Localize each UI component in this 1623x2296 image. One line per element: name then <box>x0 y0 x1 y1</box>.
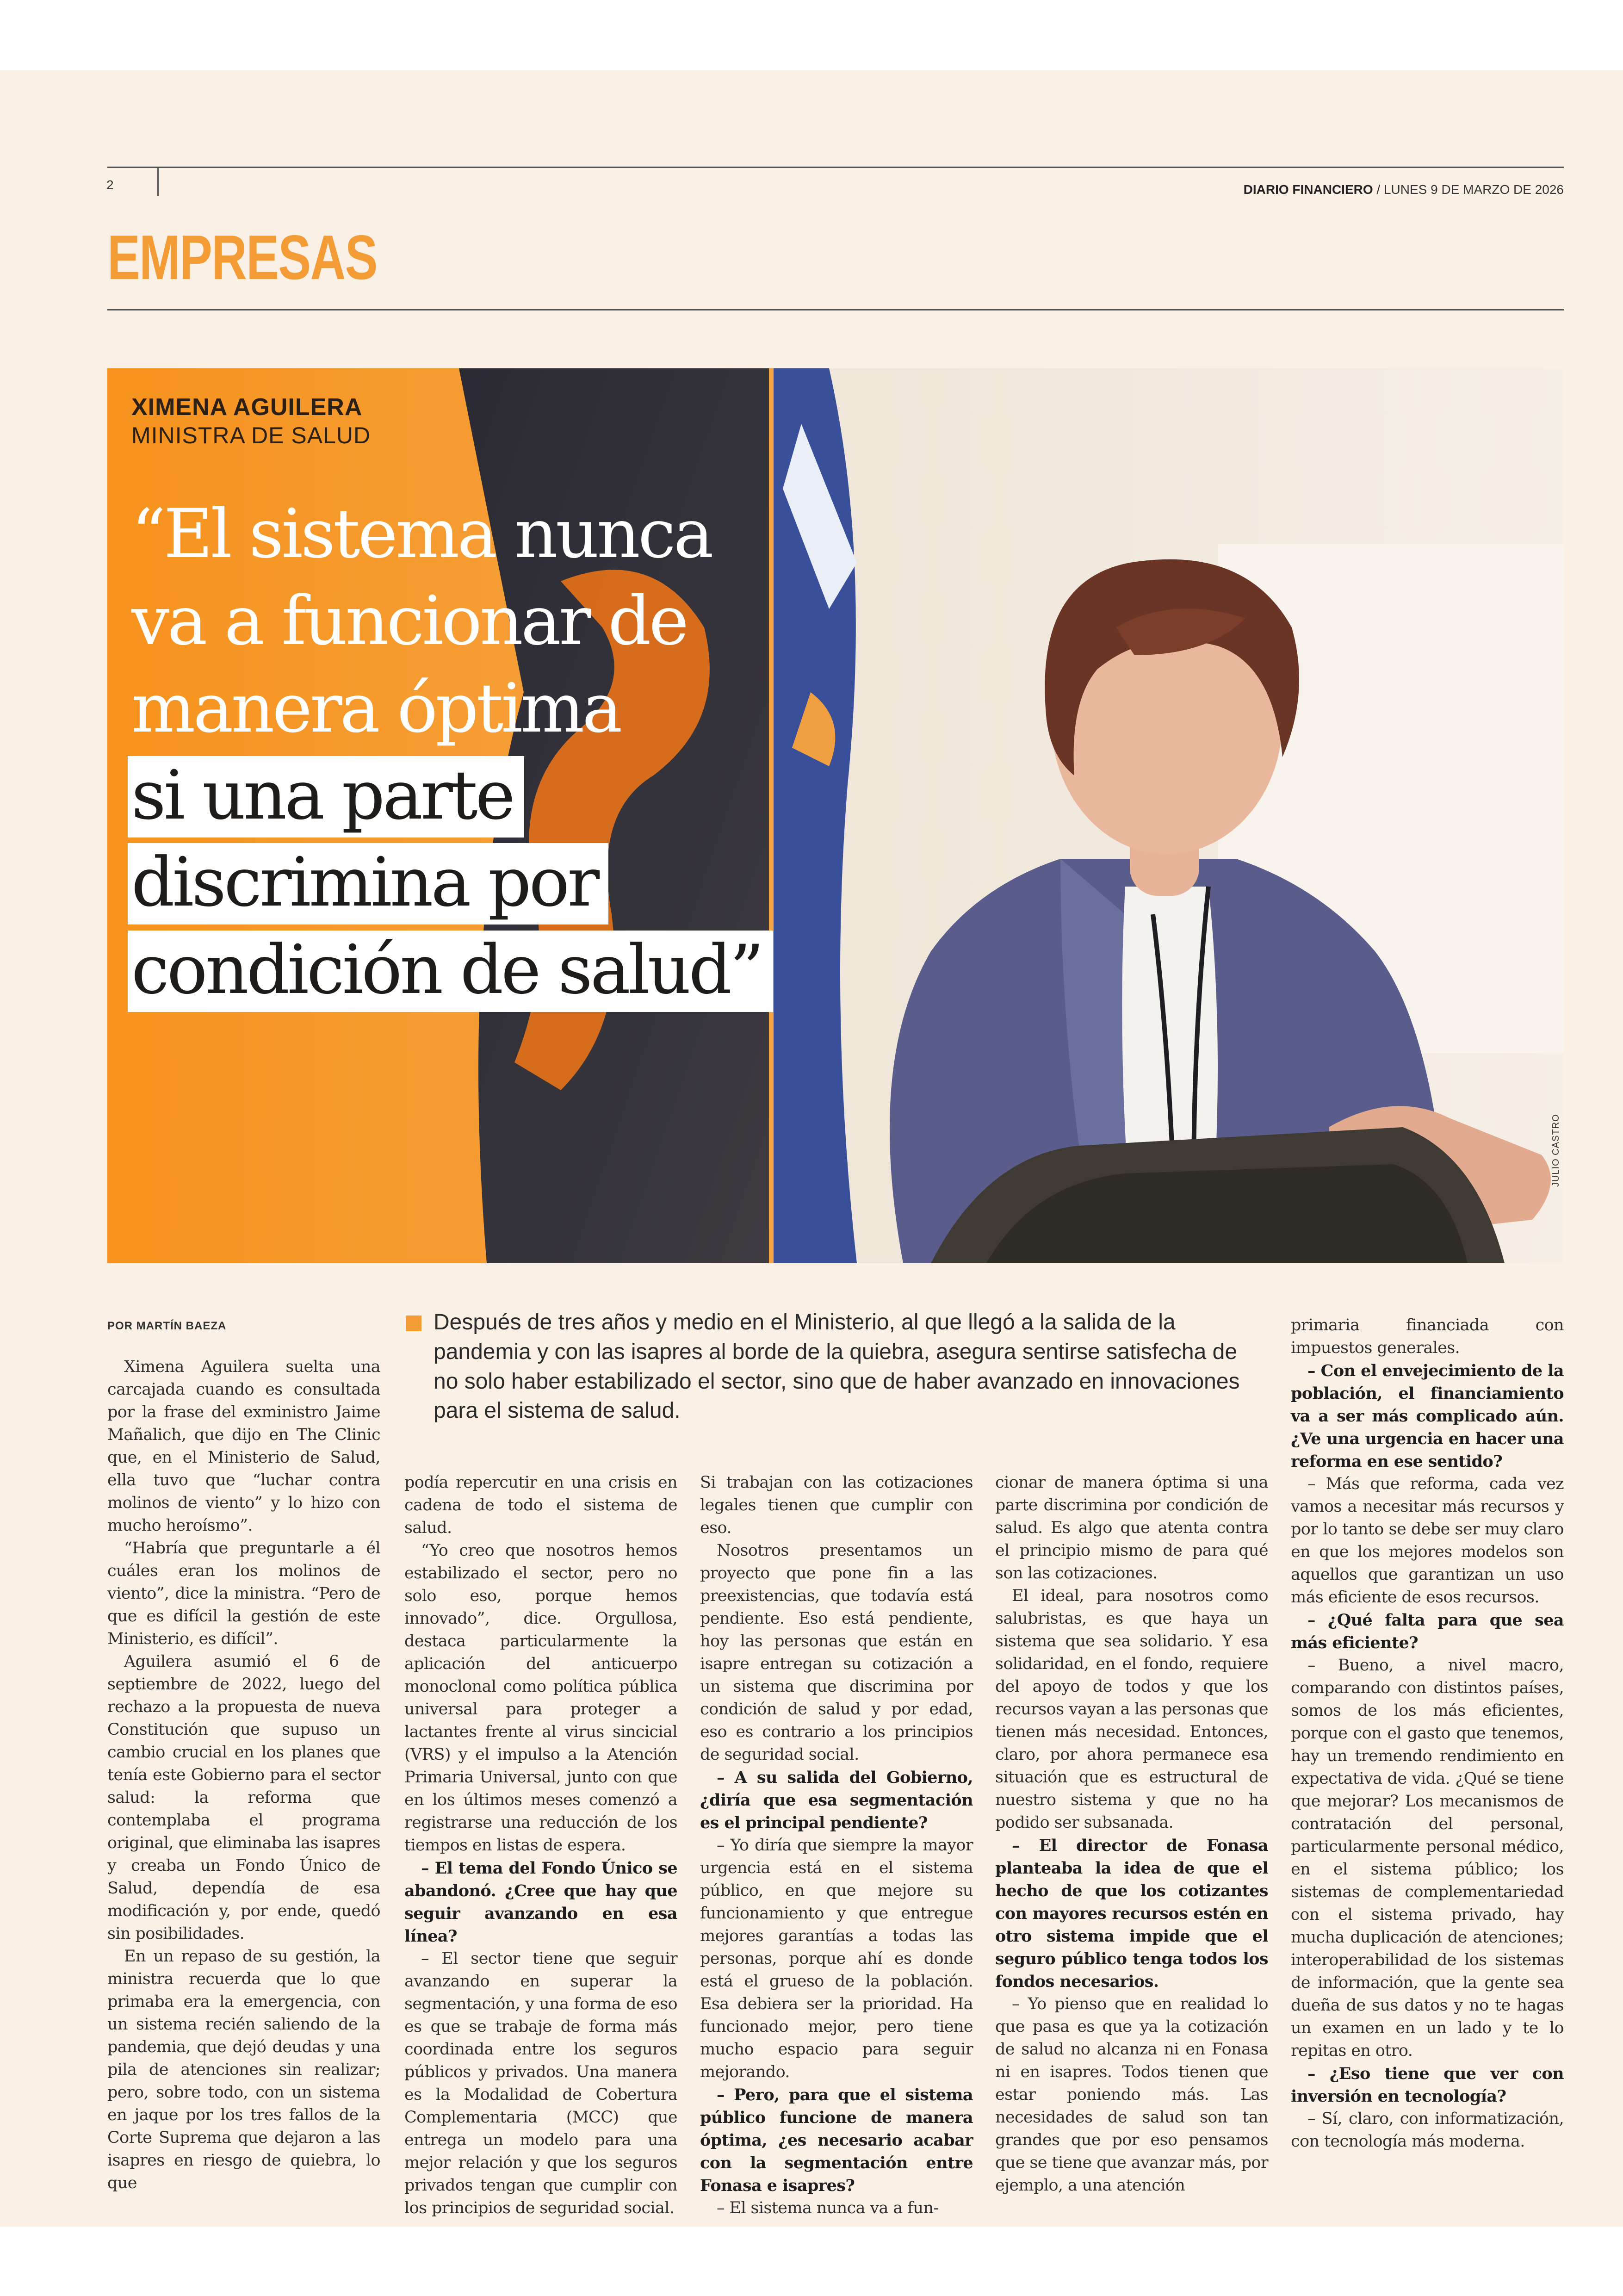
lead-paragraph <box>406 1308 1248 1426</box>
headline-part-1: “El sistema nunca va a funcionar de manera óptima <box>131 495 712 748</box>
photo-credit: JULIO CASTRO <box>1551 1114 1561 1187</box>
article-paragraph: – Yo diría que siempre la mayor urgencia está en el sistema público, en que mejore su funcionamiento y que entregue mejores garantías a todas las personas, porque ahí es donde está el grueso de la población. Esa debiera ser la prioridad. Ha funcionado mejor, pero tiene mucho espacio para seguir mejorando. <box>700 1836 973 2081</box>
article-paragraph: “Yo creo que nosotros hemos estabilizado el sector, pero no solo eso, porque hemos innovado”, dice. Orgullosa, destaca particularmente la aplicación del anticuerpo monoclonal como política pública universal para proteger a lactantes frente al virus sincicial (VRS) y el impulso a la Atención Primaria Universal, junto con que en los últimos meses comenzó a registrarse una reducción de los tiempos en listas de espera. <box>404 1541 677 1855</box>
lead-text: Después de tres años y medio en el Ministerio, al que llegó a la salida de la pandemia y con las isapres al borde de la quiebra, asegura sentirse satisfecha de no solo haber estabilizado el sector, sino que de haber avanzado en innovaciones para el sistema de salud. <box>434 1310 1240 1423</box>
article-paragraph: – Más que reforma, cada vez vamos a necesitar más recursos y por lo tanto se debe ser muy claro en que los mejores modelos son aquellos que garantizan un uso más eficiente de esos recursos. <box>1291 1475 1564 1607</box>
article-paragraph: Ximena Aguilera suelta una carcajada cuando es consultada por la frase del exministro Jaime Mañalich, que dijo en The Clinic que, en el Ministerio de Salud, ella tuvo que “luchar contra molinos de viento” y lo hizo con mucho heroísmo”. <box>107 1358 380 1535</box>
interview-question: – A su salida del Gobierno, ¿diría que esa segmentación es el principal pendiente? <box>700 1768 973 1832</box>
interview-question: – El director de Fonasa planteaba la idea de que el hecho de que los cotizantes con mayores recursos estén en otro sistema impide que el seguro público tenga todos los fondos necesarios. <box>995 1836 1268 1991</box>
interviewee-name: XIMENA AGUILERA <box>131 394 363 421</box>
article-paragraph: El ideal, para nosotros como salubristas, es que haya un sistema que sea solidario. Y esa solidaridad, en el fondo, requiere del apoyo de todos y que los recursos vayan a las personas que tienen más necesidad. Entonces, claro, por ahora permanece esa situación que es estructural de nuestro sistema y que no ha podido ser subsanada. <box>995 1587 1268 1832</box>
article-column-4 <box>995 1471 1268 2197</box>
article-paragraph: podía repercutir en una crisis en cadena de todo el sistema de salud. <box>404 1473 677 1537</box>
interview-question: – El tema del Fondo Único se abandonó. ¿Cree que hay que seguir avanzando en esa línea? <box>404 1859 677 1946</box>
byline: POR MARTÍN BAEZA <box>107 1320 227 1332</box>
article-column-3 <box>700 1471 973 2220</box>
article-paragraph: Nosotros presentamos un proyecto que pone fin a las preexistencias, que todavía está pendiente. Eso está pendiente, hoy las personas que están en isapre entregan su cotización a un sistema que discrimina por condición de salud y por edad, eso es contrario a los principios de seguridad social. <box>700 1541 973 1764</box>
article-paragraph: – Sí, claro, con informatización, con tecnología más moderna. <box>1291 2110 1564 2151</box>
masthead <box>1244 182 1564 197</box>
headline-part-2-highlight: si una parte discrimina por condición de salud” <box>128 756 773 1012</box>
article-paragraph: – Bueno, a nivel macro, comparando con distintos países, somos de los más eficientes, porque con el gasto que tenemos, hay un tremendo rendimiento en expectativa de vida. ¿Qué se tiene que mejorar? Los mecanismos de contratación del personal, particularmente personal médico, en el sistema público; los sistemas de complementariedad con el sistema privado, hay mucha duplicación de atenciones; interoperabilidad de los sistemas de información, que la gente sea dueña de sus datos y no te hagas un examen en un lado y te lo repitas en otro. <box>1291 1656 1564 2060</box>
article-column-5 <box>1291 1314 1564 2153</box>
headline <box>131 490 779 1013</box>
article-paragraph: primaria financiada con impuestos generales. <box>1291 1316 1564 1357</box>
article-column-2 <box>404 1471 677 2220</box>
issue-date: / LUNES 9 DE MARZO DE 2026 <box>1376 182 1564 197</box>
interviewee-role: MINISTRA DE SALUD <box>131 422 371 448</box>
article-column-1 <box>107 1356 380 2195</box>
page-number-divider <box>157 168 159 196</box>
article-paragraph: – Yo pienso que en realidad lo que pasa es que ya la cotización de salud no alcanza ni en Fonasa ni en isapres. Todos tienen que estar poniendo más. Las necesidades de salud son tan grandes que por eso pensamos que se tiene que avanzar más, por ejemplo, a una atención <box>995 1995 1268 2195</box>
article-paragraph: cionar de manera óptima si una parte discrimina por condición de salud. Es algo que atenta contra el principio mismo de para qué son las cotizaciones. <box>995 1473 1268 1582</box>
section-title: EMPRESAS <box>107 222 377 292</box>
article-paragraph: Aguilera asumió el 6 de septiembre de 2022, luego del rechazo a la propuesta de nueva Constitución que supuso un cambio crucial en los planes que tenía este Gobierno para el sector salud: la reforma que contemplaba el programa original, que eliminaba las isapres y creaba un Fondo Único de Salud, dependía de esa modificación y, por ende, quedó sin posibilidades. <box>107 1652 380 1943</box>
header-rule <box>107 167 1564 168</box>
interview-question: – Pero, para que el sistema público funcione de manera óptima, ¿es necesario acabar con la segmentación entre Fonasa e isapres? <box>700 2085 973 2195</box>
publication-name: DIARIO FINANCIERO <box>1243 182 1373 197</box>
article-paragraph: En un repaso de su gestión, la ministra recuerda que lo que primaba era la emergencia, con un sistema recién saliendo de la pandemia, que dejó deudas y una pila de atenciones sin realizar; pero, sobre todo, con un sistema en jaque por los tres fallos de la Corte Suprema que dejaron a las isapres en riesgo de quiebra, lo que <box>107 1947 380 2192</box>
interview-question: – ¿Eso tiene que ver con inversión en tecnología? <box>1291 2064 1564 2106</box>
article-paragraph: – El sistema nunca va a fun- <box>717 2199 939 2217</box>
article-paragraph: Si trabajan con las cotizaciones legales tienen que cumplir con eso. <box>700 1473 973 1537</box>
section-rule <box>107 309 1564 310</box>
interview-question: – ¿Qué falta para que sea más eficiente? <box>1291 1611 1564 1652</box>
article-paragraph: – El sector tiene que seguir avanzando en superar la segmentación, y una forma de eso es que se trabaje de forma más coordinada entre los seguros públicos y privados. Una manera es la Modalidad de Cobertura Complementaria (MCC) que entrega un modelo para una mejor relación y que los seguros privados tengan que cumplir con los principios de seguridad social. <box>404 1949 677 2217</box>
article-paragraph: “Habría que preguntarle a él cuáles eran los molinos de viento”, dice la ministra. “Pero de que es difícil la gestión de este Ministerio, es difícil”. <box>107 1539 380 1648</box>
interview-question: – Con el envejecimiento de la población, el financiamiento va a ser más complicado aún. ¿Ve una urgencia en hacer una reforma en ese sentido? <box>1291 1361 1564 1471</box>
page-number: 2 <box>106 178 114 192</box>
